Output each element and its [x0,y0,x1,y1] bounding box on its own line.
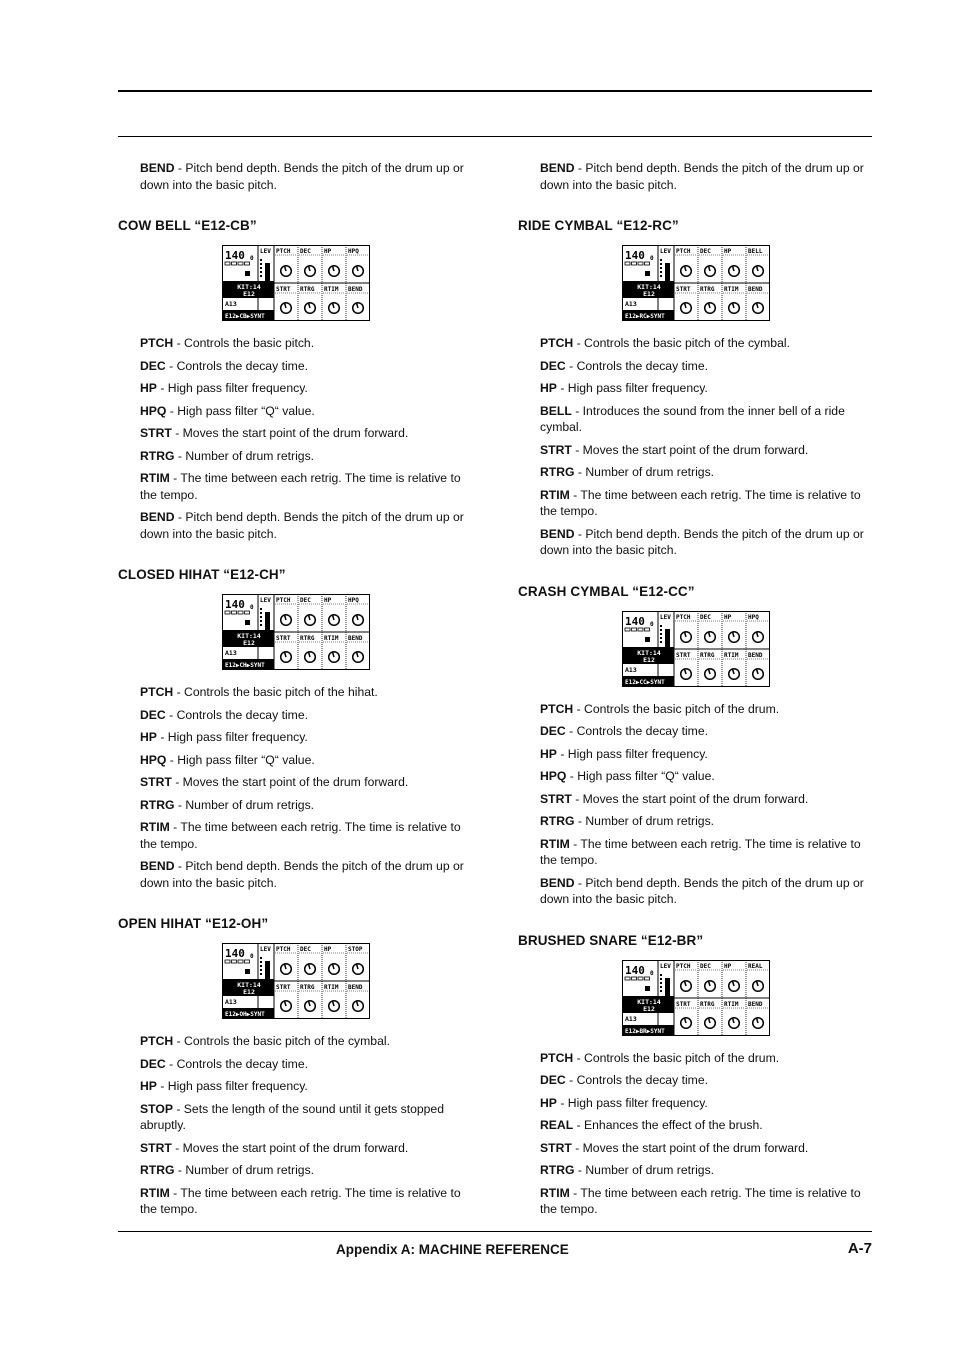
param-label-bottom: STRT [276,984,291,991]
param-name: HPQ [140,403,167,418]
param-description [140,335,470,352]
param-text: - High pass filter frequency. [556,381,708,395]
kit-sub: E12 [643,1004,655,1013]
track-label: A13 [625,665,637,674]
param-label-bottom: STRT [676,286,691,293]
param-label-bottom: BEND [748,1000,763,1008]
param-text: - Moves the start point of the drum forward. [171,1140,409,1155]
param-description [540,1117,870,1134]
param-text: - Enhances the effect of the brush. [573,1118,763,1132]
param-text: - Number of drum retrigs. [574,465,715,479]
right-column [518,160,870,1224]
param-text: - Controls the basic pitch of the drum. [573,701,780,716]
param-label-top: DEC [300,597,311,604]
level-label: LEV [660,248,671,255]
param-text: - Moves the start point of the drum forward. [571,1140,809,1155]
section-heading: OPEN HIHAT “E12-OH” [118,916,269,931]
track-label: A13 [225,998,237,1006]
param-name: PTCH [540,1050,574,1065]
param-text: - Number of drum retrigs. [174,797,315,812]
param-label-bottom: BEND [348,286,363,293]
param-name: HP [540,746,557,761]
play-indicator [245,620,250,625]
param-name: RTIM [540,1185,570,1200]
tempo-readout: 140 [225,598,245,611]
tempo-decimal: 0 [250,604,254,611]
param-description [540,1095,870,1112]
kit-sub: E12 [643,290,655,298]
param-description [140,752,470,769]
param-label-top: HPQ [348,248,359,255]
param-label-top: BELL [748,248,763,255]
param-text: - The time between each retrig. The time is relative to the tempo. [540,836,861,867]
level-label: LEV [260,248,271,255]
play-indicator [645,271,650,276]
param-label-bottom: BEND [748,286,763,293]
param-label-top: HP [324,248,332,255]
param-description [140,425,470,442]
param-description [540,1140,870,1157]
tempo-decimal: 0 [650,969,654,977]
param-text: - Pitch bend depth. Bends the pitch of the drum up or down into the basic pitch. [140,161,464,192]
tempo-readout: 140 [625,963,645,977]
param-description [540,1185,870,1218]
param-label-bottom: RTIM [324,635,339,642]
param-description [140,470,470,503]
section-heading: RIDE CYMBAL “E12-RC” [518,218,679,233]
param-label-top: DEC [300,946,311,953]
section-heading: CRASH CYMBAL “E12-CC” [518,583,695,599]
param-description [140,1078,470,1095]
machine-screen-image [622,245,770,321]
param-label-bottom: RTRG [300,286,315,293]
level-meter [665,629,670,647]
machine-screen-image [622,611,770,687]
param-text: - Number of drum retrigs. [574,814,715,828]
param-description [540,487,870,520]
param-description [540,380,870,397]
param-description [140,858,470,891]
param-text: - High pass filter frequency. [156,381,308,395]
param-label-top: DEC [700,962,711,970]
param-description [540,1050,870,1067]
param-description [140,358,470,375]
param-description [540,403,870,436]
machine-screen-image [222,245,370,321]
param-label-bottom: STRT [676,651,691,659]
param-name: STRT [540,1140,572,1155]
param-label-top: STOP [348,946,363,953]
param-text: - The time between each retrig. The time is relative to the tempo. [540,487,861,518]
param-name: HPQ [140,752,167,767]
param-label-bottom: RTIM [324,984,339,991]
param-text: - Controls the decay time. [165,707,308,722]
param-text: - High pass filter frequency. [156,730,308,744]
param-name: RTRG [140,448,175,463]
param-text: - Number of drum retrigs. [174,1163,315,1177]
param-label-top: PTCH [676,248,691,255]
param-text: - Controls the decay time. [165,358,308,373]
level-label: LEV [260,946,271,953]
track-label: A13 [225,300,237,308]
param-description [540,1072,870,1089]
kit-sub: E12 [243,639,255,647]
param-text: - Moves the start point of the drum forward. [571,791,809,806]
param-text: - Controls the basic pitch of the hihat. [173,685,378,699]
param-name: HP [540,381,557,395]
param-label-top: HP [324,597,332,604]
param-name: RTIM [540,836,570,851]
kit-name: KIT:14 [637,997,661,1006]
tempo-readout: 140 [625,249,645,262]
param-label-bottom: RTIM [724,651,739,659]
param-label-bottom: BEND [348,635,363,642]
param-name: STRT [140,1140,172,1155]
param-label-top: REAL [748,962,763,970]
param-text: - High pass filter frequency. [556,746,708,761]
param-description [140,1140,470,1157]
machine-screen-image [222,943,370,1019]
param-name: RTRG [140,797,175,812]
param-name: BEND [140,859,175,873]
param-label-top: PTCH [676,962,691,970]
param-label-bottom: RTRG [300,635,315,642]
param-text: - Controls the decay time. [165,1056,308,1071]
level-meter [665,978,670,996]
param-name: BEND [140,161,175,175]
machine-screen-image [622,960,770,1036]
tempo-decimal: 0 [250,953,254,960]
param-text: - Controls the decay time. [565,1073,708,1087]
param-name: STRT [140,775,172,789]
tempo-readout: 140 [225,947,245,960]
param-name: HP [140,730,157,744]
param-text: - Pitch bend depth. Bends the pitch of the drum up or down into the basic pitch. [540,875,864,906]
param-description [140,403,470,420]
param-label-bottom: RTRG [700,651,715,659]
level-meter [265,612,270,630]
param-text: - Controls the decay time. [565,724,708,738]
param-text: - Sets the length of the sound until it gets stopped abruptly. [140,1101,444,1132]
param-description [140,707,470,724]
param-name: HP [540,1095,557,1110]
param-label-top: DEC [300,248,311,255]
param-name: HP [140,381,157,395]
param-label-bottom: STRT [676,1000,691,1008]
param-label-bottom: RTRG [300,984,315,991]
param-text: - High pass filter frequency. [556,1095,708,1110]
play-indicator [245,969,250,974]
param-label-top: HP [324,946,332,953]
level-label: LEV [660,962,671,970]
param-description [140,509,470,542]
header-rule-thin [118,136,872,137]
level-meter [265,263,270,281]
param-label-bottom: RTRG [700,1000,715,1008]
param-name: PTCH [540,336,574,350]
param-name: STRT [540,791,572,806]
param-description [140,1162,470,1179]
param-label-bottom: RTIM [324,286,339,293]
track-label: A13 [625,1014,637,1023]
param-label-top: PTCH [276,946,291,953]
param-name: RTIM [140,471,170,485]
param-description [540,701,870,718]
param-name: RTIM [540,487,570,502]
tempo-readout: 140 [225,249,245,262]
param-description [540,464,870,481]
param-label-bottom: RTIM [724,1000,739,1008]
param-text: - Moves the start point of the drum forward. [171,426,409,440]
level-label: LEV [260,597,271,604]
play-indicator [645,637,650,642]
param-text: - Pitch bend depth. Bends the pitch of the drum up or down into the basic pitch. [140,859,464,890]
kit-name: KIT:14 [637,648,661,657]
param-text: - High pass filter “Q“ value. [566,769,715,783]
param-description [540,875,870,908]
param-text: - Moves the start point of the drum forward. [571,442,809,457]
kit-name: KIT:14 [637,283,661,291]
param-description [540,1162,870,1179]
param-description [140,819,470,852]
param-label-top: HP [724,613,732,621]
machine-path: E12▶RC▶SYNT [625,313,665,320]
param-text: - High pass filter frequency. [156,1079,308,1093]
param-description [140,1033,470,1050]
param-name: BEND [540,526,575,541]
param-text: - Controls the basic pitch. [173,336,315,350]
param-description [140,1056,470,1073]
param-label-top: DEC [700,613,711,621]
param-description [540,358,870,375]
param-description [540,768,870,785]
page-number: A-7 [847,1240,872,1257]
param-description [140,160,470,193]
param-name: PTCH [140,1034,174,1048]
param-name: DEC [140,1056,166,1071]
footer-rule [118,1231,872,1232]
param-name: BEND [540,875,575,890]
kit-sub: E12 [243,988,255,996]
level-meter [265,961,270,979]
section-heading: COW BELL “E12-CB” [118,218,257,233]
tempo-readout: 140 [625,614,645,628]
param-name: DEC [540,1073,566,1087]
param-name: RTRG [540,465,575,479]
param-label-top: DEC [700,248,711,255]
param-name: RTIM [140,820,170,834]
param-label-bottom: STRT [276,635,291,642]
param-label-top: PTCH [676,613,691,621]
param-description [140,774,470,791]
param-name: PTCH [140,336,174,350]
machine-path: E12▶CH▶SYNT [225,662,265,669]
param-text: - Number of drum retrigs. [174,448,315,463]
param-text: - The time between each retrig. The time is relative to the tempo. [140,820,461,851]
param-name: BELL [540,403,572,418]
footer-title: Appendix A: MACHINE REFERENCE [336,1242,569,1257]
param-label-top: PTCH [276,248,291,255]
param-label-bottom: RTIM [724,286,739,293]
param-name: PTCH [540,701,574,716]
param-label-bottom: RTRG [700,286,715,293]
kit-sub: E12 [243,290,255,298]
track-label: A13 [625,300,637,308]
param-name: STOP [140,1101,173,1116]
param-name: DEC [540,724,566,738]
play-indicator [645,986,650,991]
level-meter [665,263,670,281]
header-rule-thick [118,90,872,92]
param-text: - Number of drum retrigs. [574,1163,715,1177]
param-name: DEC [140,707,166,722]
param-description [540,791,870,808]
param-description [540,813,870,830]
param-name: BEND [540,161,575,175]
param-label-top: HP [724,962,732,970]
param-text: - Controls the basic pitch of the cymbal. [573,336,790,350]
param-text: - High pass filter “Q“ value. [166,752,315,767]
param-name: STRT [140,426,172,440]
param-description [540,746,870,763]
param-description [540,160,870,193]
param-name: RTRG [540,814,575,828]
machine-path: E12▶BR▶SYNT [625,1027,665,1035]
level-label: LEV [660,613,671,621]
param-text: - High pass filter “Q“ value. [166,403,315,418]
param-name: RTRG [140,1163,175,1177]
machine-path: E12▶CB▶SYNT [225,313,265,320]
param-text: - The time between each retrig. The time is relative to the tempo. [540,1185,861,1216]
param-text: - Controls the decay time. [565,358,708,373]
param-label-top: HPQ [748,613,759,621]
tempo-decimal: 0 [650,620,654,628]
kit-name: KIT:14 [237,632,261,640]
param-text: - Introduces the sound from the inner bell of a ride cymbal. [540,403,845,434]
param-label-top: HPQ [348,597,359,604]
param-label-top: PTCH [276,597,291,604]
param-text: - Controls the basic pitch of the drum. [573,1050,780,1065]
param-text: - Moves the start point of the drum forward. [171,775,409,789]
param-label-bottom: BEND [348,984,363,991]
param-text: - Controls the basic pitch of the cymbal. [173,1034,390,1048]
param-description [140,448,470,465]
param-description [140,380,470,397]
param-name: RTIM [140,1185,170,1200]
param-description [540,723,870,740]
param-description [540,836,870,869]
tempo-decimal: 0 [650,255,654,262]
param-description [140,1185,470,1218]
machine-path: E12▶CC▶SYNT [625,678,665,686]
machine-path: E12▶OH▶SYNT [225,1011,265,1018]
param-text: - Pitch bend depth. Bends the pitch of the drum up or down into the basic pitch. [540,161,864,192]
param-text: - The time between each retrig. The time is relative to the tempo. [140,471,461,502]
section-heading: CLOSED HIHAT “E12-CH” [118,567,286,582]
param-name: BEND [140,510,175,524]
param-description [540,526,870,559]
play-indicator [245,271,250,276]
param-text: - Pitch bend depth. Bends the pitch of the drum up or down into the basic pitch. [540,526,864,557]
param-name: STRT [540,442,572,457]
kit-sub: E12 [643,655,655,664]
param-description [140,729,470,746]
param-name: HPQ [540,769,567,783]
param-description [140,797,470,814]
param-label-bottom: STRT [276,286,291,293]
param-name: RTRG [540,1163,575,1177]
kit-name: KIT:14 [237,283,261,291]
param-description [540,335,870,352]
param-description [140,1101,470,1134]
param-name: PTCH [140,685,174,699]
param-text: - The time between each retrig. The time is relative to the tempo. [140,1185,461,1216]
param-label-top: HP [724,248,732,255]
param-name: DEC [540,358,566,373]
left-column [118,160,470,1224]
param-text: - Pitch bend depth. Bends the pitch of the drum up or down into the basic pitch. [140,510,464,541]
param-description [540,442,870,459]
param-name: REAL [540,1118,574,1132]
tempo-decimal: 0 [250,255,254,262]
kit-name: KIT:14 [237,981,261,989]
param-name: DEC [140,358,166,373]
param-description [140,684,470,701]
track-label: A13 [225,649,237,657]
machine-screen-image [222,594,370,670]
section-heading: BRUSHED SNARE “E12-BR” [518,932,704,948]
param-label-bottom: BEND [748,651,763,659]
param-name: HP [140,1079,157,1093]
